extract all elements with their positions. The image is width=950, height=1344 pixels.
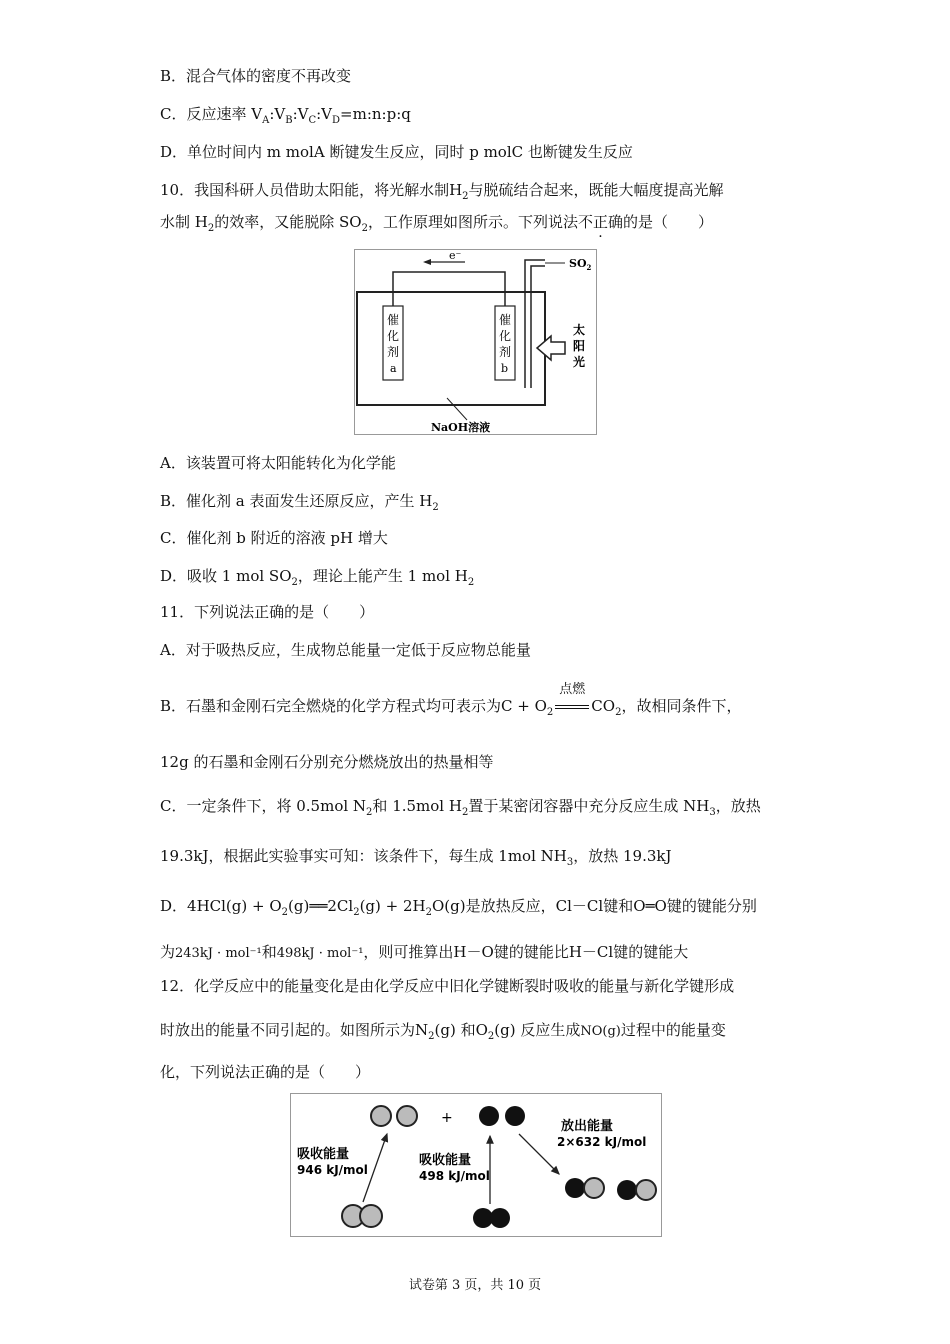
o-atom <box>505 1106 525 1126</box>
page-footer: 试卷第 3 页，共 10 页 <box>408 1278 542 1293</box>
electron-label: e⁻ <box>449 250 462 262</box>
svg-text:化: 化 <box>499 329 512 343</box>
q9-option-c: C．反应速率 $V_A:V_B:V_C:V_D=m:n:p:q$ <box>160 105 411 126</box>
o-atom <box>479 1106 499 1126</box>
svg-text:太: 太 <box>573 323 586 337</box>
svg-text:剂: 剂 <box>387 345 400 359</box>
release-label: 放出能量 <box>561 1119 614 1134</box>
no-molecule <box>617 1180 637 1200</box>
n-atom <box>397 1106 417 1126</box>
svg-text:催: 催 <box>499 313 512 327</box>
absorb-value-1: 946 kJ/mol <box>297 1163 368 1177</box>
q12-stem-line1: 12．化学反应中的能量变化是由化学反应中旧化学键断裂时吸收的能量与新化学键形成 <box>160 977 735 995</box>
q11-option-b-cont: 12g 的石墨和金刚石分别充分燃烧放出的热量相等 <box>160 753 494 771</box>
q10-stem-line1: 10．我国科研人员借助太阳能，将光解水制$H_2$与脱硫结合起来，既能大幅度提高光解 <box>160 181 724 202</box>
svg-text:光: 光 <box>573 355 586 369</box>
q9-option-d: D．单位时间内 m molA 断键发生反应，同时 p molC 也断键发生反应 <box>160 143 633 161</box>
svg-text:催: 催 <box>387 313 400 327</box>
q11-stem: 11．下列说法正确的是（ ） <box>160 603 375 621</box>
q12-stem-line2: 时放出的能量不同引起的。如图所示为$N_2(g)$ 和$O_2(g)$ 反应生成NO(g)过程中的能量变 <box>160 1021 726 1042</box>
q11-option-c: C．一定条件下，将 0.5mol $N_2$和 1.5mol $H_2$置于某密闭容器中充分反应生成 $NH_3$，放热 <box>160 797 761 818</box>
q9-option-b: B．混合气体的密度不再改变 <box>160 67 352 85</box>
q10-option-d: D．吸收 1 mol $SO_2$，理论上能产生 1 mol $H_2$ <box>160 567 475 588</box>
no-molecule <box>636 1180 656 1200</box>
q10-stem-line2: 水制 $H_2$的效率，又能脱除 $SO_2$，工作原理如图所示。下列说法不正确的是（ ） <box>160 213 713 234</box>
electrolysis-figure <box>354 249 597 435</box>
svg-text:b: b <box>501 362 509 375</box>
absorb-label-2: 吸收能量 <box>419 1153 472 1168</box>
q11-option-d: D．$4HCl(g) + O_2(g)══2Cl_2(g) + 2H_2O(g)$是放热反应，Cl－Cl键和O═O键的键能分别 <box>160 897 757 918</box>
emphasis-not-correct: 不正确 <box>577 213 623 231</box>
svg-text:化: 化 <box>387 329 400 343</box>
q10-option-c: C．催化剂 b 附近的溶液 pH 增大 <box>160 529 388 547</box>
svg-text:剂: 剂 <box>499 345 512 359</box>
o2-molecule <box>490 1208 510 1228</box>
no-molecule <box>565 1178 585 1198</box>
n2-molecule <box>360 1205 382 1227</box>
svg-text:+: + <box>441 1110 453 1126</box>
n-atom <box>371 1106 391 1126</box>
q10-option-a: A．该装置可将太阳能转化为化学能 <box>160 454 396 472</box>
q10-option-b: B．催化剂 a 表面发生还原反应，产生 $H_2$ <box>160 492 439 513</box>
q11-option-b: B．石墨和金刚石完全燃烧的化学方程式均可表示为$C + O_2$ 点燃 $CO_2$，故相同条件下， <box>160 682 742 718</box>
so2-label: $SO_2$ <box>569 257 592 272</box>
q11-option-d-cont: 为243kJ · mol⁻¹和498kJ · mol⁻¹，则可推算出H－O键的键能比H－Cl键的键能大 <box>160 943 689 961</box>
absorb-value-2: 498 kJ/mol <box>419 1169 490 1183</box>
absorb-label-1: 吸收能量 <box>297 1147 350 1162</box>
solution-label: NaOH溶液 <box>431 421 491 434</box>
release-value: 2×632 kJ/mol <box>557 1135 647 1149</box>
svg-text:a: a <box>390 362 397 375</box>
svg-text:阳: 阳 <box>573 339 586 353</box>
q12-stem-line3: 化，下列说法正确的是（ ） <box>160 1063 371 1081</box>
q11-option-a: A．对于吸热反应，生成物总能量一定低于反应物总能量 <box>160 641 531 659</box>
ignition-condition: 点燃 <box>559 682 586 697</box>
q11-option-c-cont: 19.3kJ，根据此实验事实可知：该条件下，每生成 1mol $NH_3$，放热 19.3kJ <box>160 847 672 868</box>
bond-energy-figure <box>290 1093 662 1237</box>
no-molecule <box>584 1178 604 1198</box>
